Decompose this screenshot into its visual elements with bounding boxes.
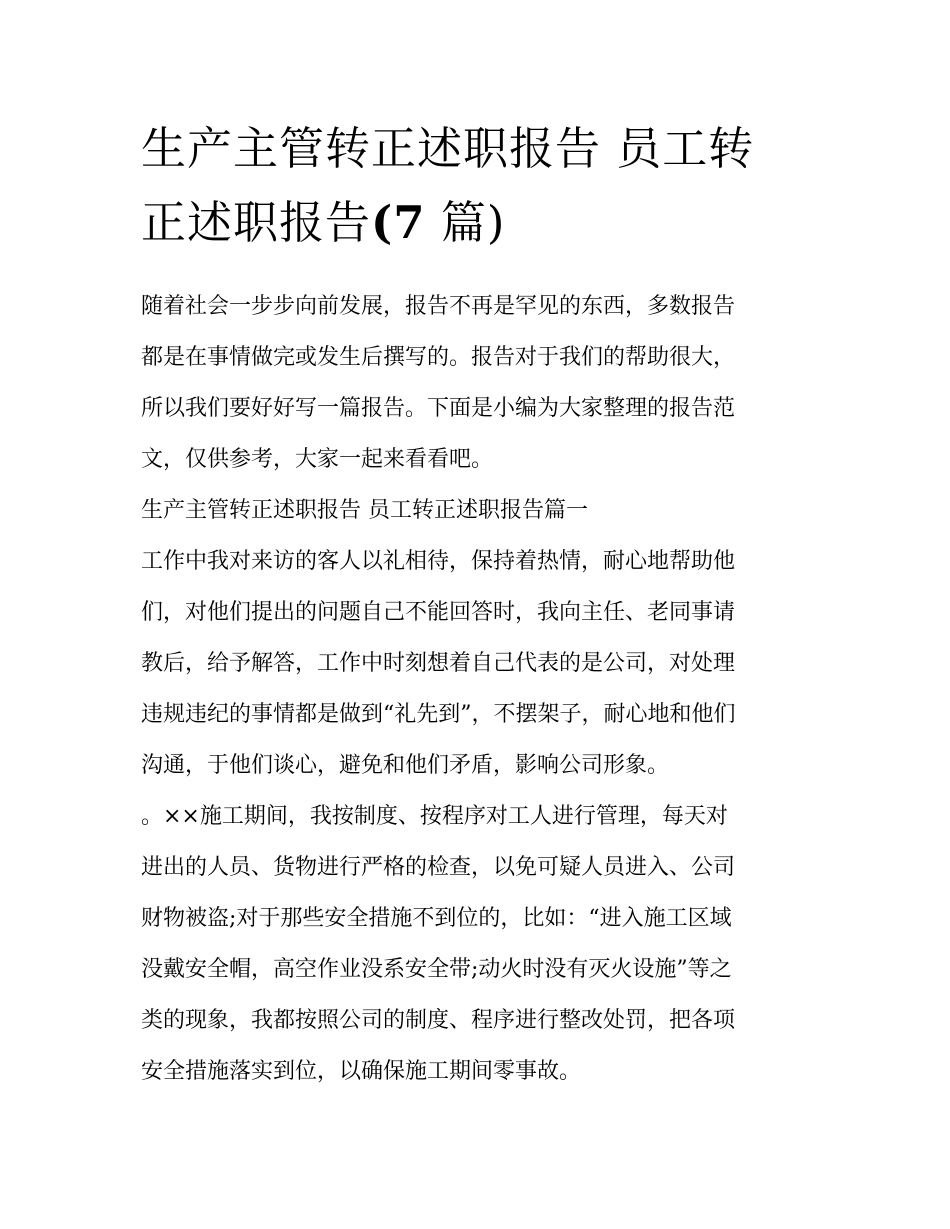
paragraph-1-line: 工作中我对来访的客人以礼相待，保持着热情，耐心地帮助他	[141, 549, 736, 574]
document-content	[141, 112, 813, 1097]
title-line-2-suffix: 篇)	[425, 196, 506, 249]
section-heading-text: 生产主管转正述职报告 员工转正述职报告篇一	[141, 498, 588, 523]
title-line-1: 生产主管转正述职报告 员工转	[141, 122, 755, 175]
paragraph-2-line: 。××施工期间，我按制度、按程序对工人进行管理，每天对	[141, 804, 728, 829]
paragraph-2-line: 进出的人员、货物进行严格的检查，以免可疑人员进入、公司	[141, 855, 736, 880]
intro-line: 文，仅供参考，大家一起来看看吧。	[141, 447, 494, 472]
paragraph-1-line: 违规违纪的事情都是做到“礼先到”，不摆架子，耐心地和他们	[141, 702, 736, 727]
document-title	[141, 112, 813, 260]
intro-line: 所以我们要好好写一篇报告。下面是小编为大家整理的报告范	[141, 396, 736, 421]
intro-paragraph	[141, 281, 813, 485]
paragraph-2	[141, 791, 813, 1097]
title-line-2-prefix: 正述职报告	[141, 196, 372, 249]
paragraph-1-line: 教后，给予解答，工作中时刻想着自己代表的是公司，对处理	[141, 651, 736, 676]
intro-line: 都是在事情做完或发生后撰写的。报告对于我们的帮助很大，	[141, 345, 736, 370]
paragraph-1-line: 们，对他们提出的问题自己不能回答时，我向主任、老同事请	[141, 600, 736, 625]
title-count-number: (7	[371, 196, 426, 249]
document-body	[141, 281, 813, 1097]
paragraph-2-line: 类的现象，我都按照公司的制度、程序进行整改处罚，把各项	[141, 1008, 736, 1033]
paragraph-2-line: 安全措施落实到位，以确保施工期间零事故。	[141, 1059, 582, 1084]
paragraph-1	[141, 536, 813, 791]
section-heading	[141, 485, 813, 536]
paragraph-1-line: 沟通，于他们谈心，避免和他们矛盾，影响公司形象。	[141, 753, 670, 778]
paragraph-2-line: 财物被盗;对于那些安全措施不到位的，比如：“进入施工区域	[141, 906, 732, 931]
paragraph-2-line: 没戴安全帽，高空作业没系安全带;动火时没有灭火设施”等之	[141, 957, 732, 982]
title-line-2	[141, 186, 813, 260]
intro-line: 随着社会一步步向前发展，报告不再是罕见的东西，多数报告	[141, 294, 736, 319]
